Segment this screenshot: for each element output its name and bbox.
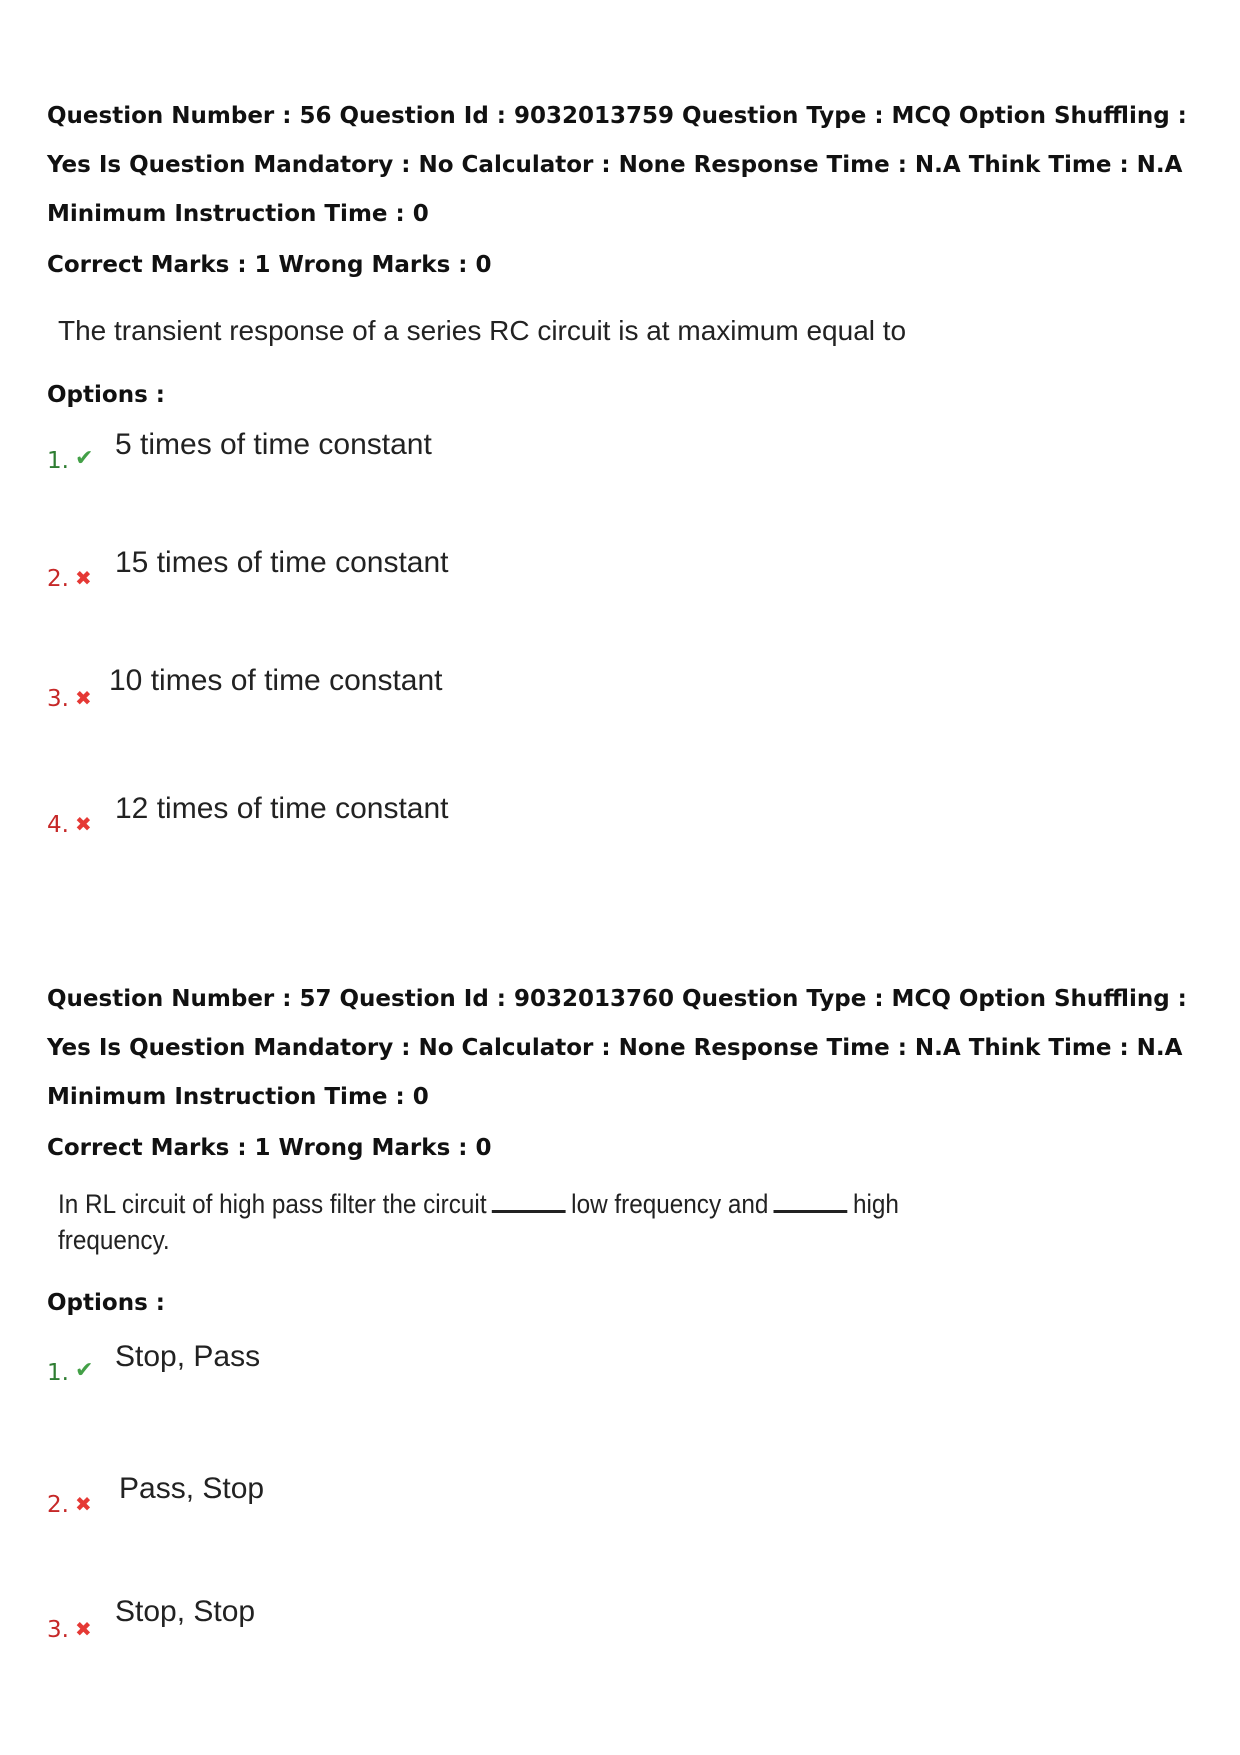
option-number: 2. [47, 1492, 69, 1518]
answer-blank [492, 1186, 566, 1213]
option-number: 1. [47, 448, 69, 474]
question-marks: Correct Marks : 1 Wrong Marks : 0 [47, 1135, 492, 1161]
option-text: 15 times of time constant [115, 546, 449, 579]
option-text: Stop, Pass [115, 1340, 261, 1373]
question-text-part: frequency. [58, 1225, 170, 1255]
question-text-part: high [853, 1189, 899, 1219]
cross-icon: ✖ [75, 812, 92, 836]
option-text: Pass, Stop [119, 1472, 265, 1505]
question-text-part: In RL circuit of high pass filter the circuit [58, 1189, 487, 1219]
options-label: Options : [47, 1290, 165, 1316]
option-number: 3. [47, 686, 69, 712]
check-icon: ✔ [75, 1358, 94, 1383]
option-number: 4. [47, 812, 69, 838]
option-3 [47, 664, 947, 728]
option-2 [47, 548, 947, 608]
question-text-part: low frequency and [571, 1189, 769, 1219]
option-1 [47, 1340, 947, 1400]
option-3 [47, 1597, 947, 1657]
question-text [58, 1186, 958, 1258]
answer-blank [774, 1186, 848, 1213]
cross-icon: ✖ [75, 686, 92, 710]
option-text: 5 times of time constant [115, 428, 432, 461]
cross-icon: ✖ [75, 1617, 92, 1641]
option-number: 1. [47, 1360, 69, 1386]
option-4 [47, 794, 947, 854]
options-label: Options : [47, 382, 165, 408]
question-text: The transient response of a series RC circuit is at maximum equal to [58, 315, 907, 346]
question-meta: Question Number : 57 Question Id : 9032013760 Question Type : MCQ Option Shuffling : Yes Is Question Mandatory : No Calculator : None Response Time : N.A Think Time : N.A Minimum Instruction Time : 0 [47, 986, 1187, 1110]
option-text: 10 times of time constant [109, 664, 443, 697]
cross-icon: ✖ [75, 1492, 92, 1516]
option-number: 2. [47, 566, 69, 592]
option-1 [47, 430, 947, 490]
question-marks: Correct Marks : 1 Wrong Marks : 0 [47, 252, 492, 278]
cross-icon: ✖ [75, 566, 92, 590]
check-icon: ✔ [75, 446, 94, 471]
option-text: Stop, Stop [115, 1595, 256, 1628]
question-meta: Question Number : 56 Question Id : 9032013759 Question Type : MCQ Option Shuffling : Yes Is Question Mandatory : No Calculator : None Response Time : N.A Think Time : N.A Minimum Instruction Time : 0 [47, 103, 1187, 227]
option-text: 12 times of time constant [115, 792, 449, 825]
option-2 [47, 1472, 947, 1532]
option-number: 3. [47, 1617, 69, 1643]
